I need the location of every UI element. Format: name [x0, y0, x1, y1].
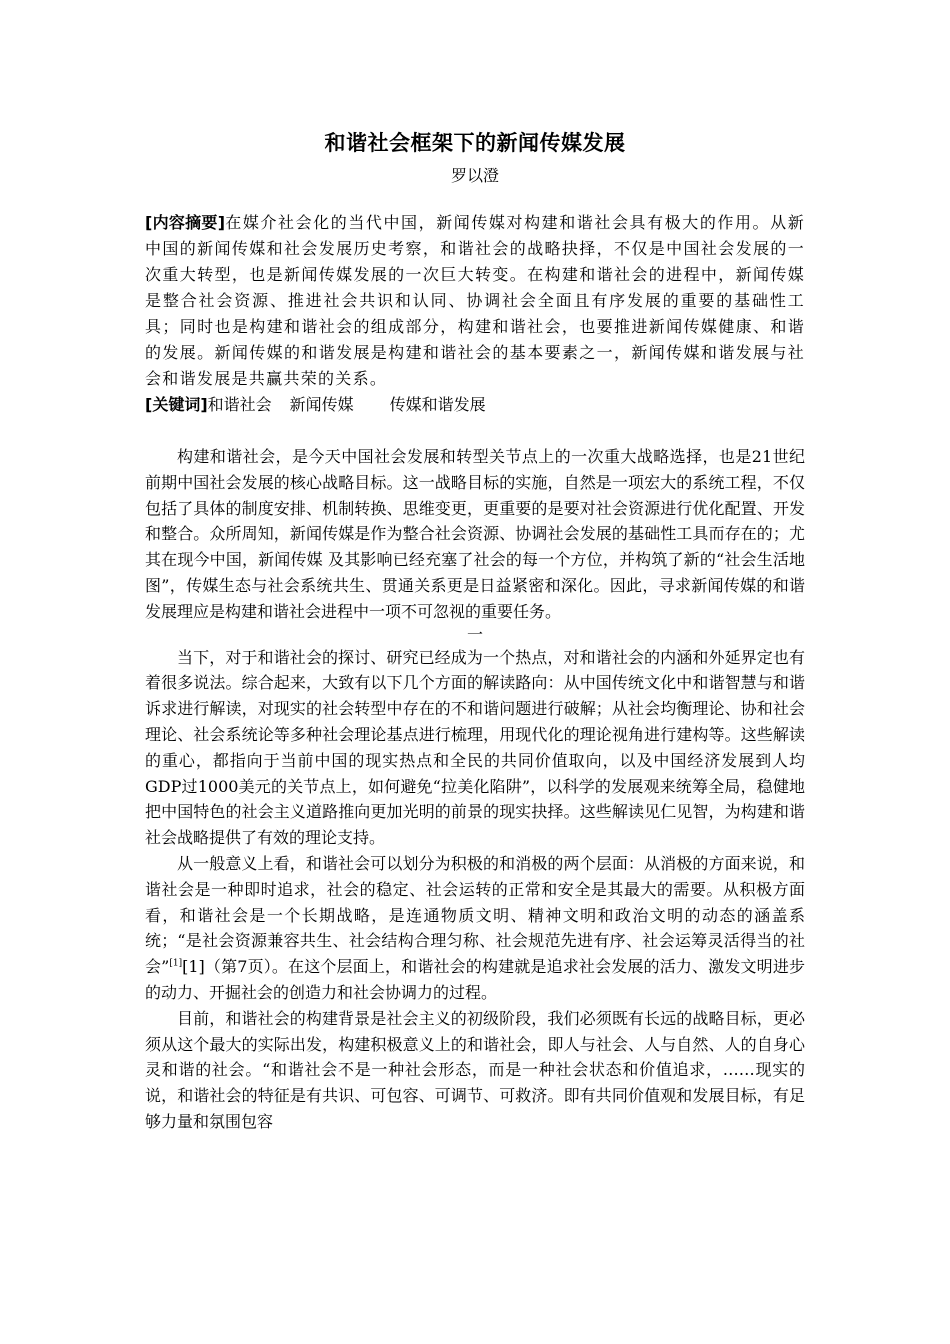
abstract-text: 在媒介社会化的当代中国，新闻传媒对构建和谐社会具有极大的作用。从新中国的新闻传媒和社会发展历史考察，和谐社会的战略抉择，不仅是中国社会发展的一次重大转型，也是新闻传媒发展的一次巨大转变。在构建和谐社会的进程中，新闻传媒是整合社会资源、推进社会共识和认同、协调社会全面且有序发展的重要的基础性工具；同时也是构建和谐社会的组成部分，构建和谐社会，也要推进新闻传媒健康、和谐的发展。新闻传媒的和谐发展是构建和谐社会的基本要素之一，新闻传媒和谐发展与社会和谐发展是共赢共荣的关系。	[145, 213, 805, 388]
document-author: 罗以澄	[450, 166, 499, 185]
keywords-label: [关键词]	[145, 395, 208, 414]
keyword-item: 新闻传媒	[289, 395, 354, 414]
section-number: 一	[466, 624, 483, 644]
keyword-item: 传媒和谐发展	[389, 395, 486, 414]
abstract	[145, 210, 805, 392]
paragraph	[145, 851, 805, 1006]
keyword-item: 和谐社会	[207, 395, 272, 414]
abstract-label: [内容摘要]	[145, 213, 226, 232]
paragraph: 当下，对于和谐社会的探讨、研究已经成为一个热点，对和谐社会的内涵和外延界定也有着很多说法。综合起来，大致有以下几个方面的解读路向：从中国传统文化中和谐智慧与和谐诉求进行解读，对现实的社会转型中存在的不和谐问题进行破解；从社会均衡理论、协和社会理论、社会系统论等多种社会理论基点进行梳理，用现代化的理论视角进行建构等。这些解读的重心，都指向于当前中国的现实热点和全民的共同价值取向，以及中国经济发展到人均GDP过1000美元的关节点上，如何避免“拉美化陷阱”，以科学的发展观来统筹全局，稳健地把中国特色的社会主义道路推向更加光明的前景的现实抉择。这些解读见仁见智，为构建和谐社会战略提供了有效的理论支持。	[145, 647, 805, 848]
paragraph: 构建和谐社会，是今天中国社会发展和转型关节点上的一次重大战略选择，也是21世纪前期中国社会发展的核心战略目标。这一战略目标的实施，自然是一项宏大的系统工程，不仅包括了具体的制度安排、机制转换、思维变更，更重要的是要对社会资源进行优化配置、开发和整合。众所周知，新闻传媒是作为整合社会资源、协调社会发展的基础性工具而存在的；尤其在现今中国，新闻传媒 及其影响已经充塞了社会的每一个方位，并构筑了新的“社会生活地图”，传媒生态与社会系统共生、贯通关系更是日益紧密和深化。因此，寻求新闻传媒的和谐发展理应是构建和谐社会进程中一项不可忽视的重要任务。	[145, 447, 805, 621]
paragraph-text: [1]（第7页）。在这个层面上，和谐社会的构建就是追求社会发展的活力、激发文明进步的动力、开掘社会的创造力和社会协调力的过程。	[145, 957, 805, 1002]
document-page	[145, 128, 805, 1135]
paragraph-text: 从一般意义上看，和谐社会可以划分为积极的和消极的两个层面：从消极的方面来说，和谐社会是一种即时追求，社会的稳定、社会运转的正常和安全是其最大的需要。从积极方面看，和谐社会是一个长期战略，是连通物质文明、精神文明和政治文明的动态的涵盖系统；“是社会资源兼容共生、社会结构合理匀称、社会规范先进有序、社会运筹灵活得当的社会”	[145, 853, 805, 977]
body-text	[145, 444, 805, 1135]
footnote-marker: [1]	[169, 958, 183, 969]
keywords	[145, 392, 805, 418]
paragraph: 目前，和谐社会的构建背景是社会主义的初级阶段，我们必须既有长远的战略目标，更必须从这个最大的实际出发，构建积极意义上的和谐社会，即人与社会、人与自然、人的自身心灵和谐的社会。“和谐社会不是一种社会形态，而是一种社会状态和价值追求，……现实的说，和谐社会的特征是有共识、可包容、可调节、可救济。即有共同价值观和发展目标，有足够力量和氛围包容	[145, 1008, 805, 1131]
document-title: 和谐社会框架下的新闻传媒发展	[324, 131, 626, 155]
